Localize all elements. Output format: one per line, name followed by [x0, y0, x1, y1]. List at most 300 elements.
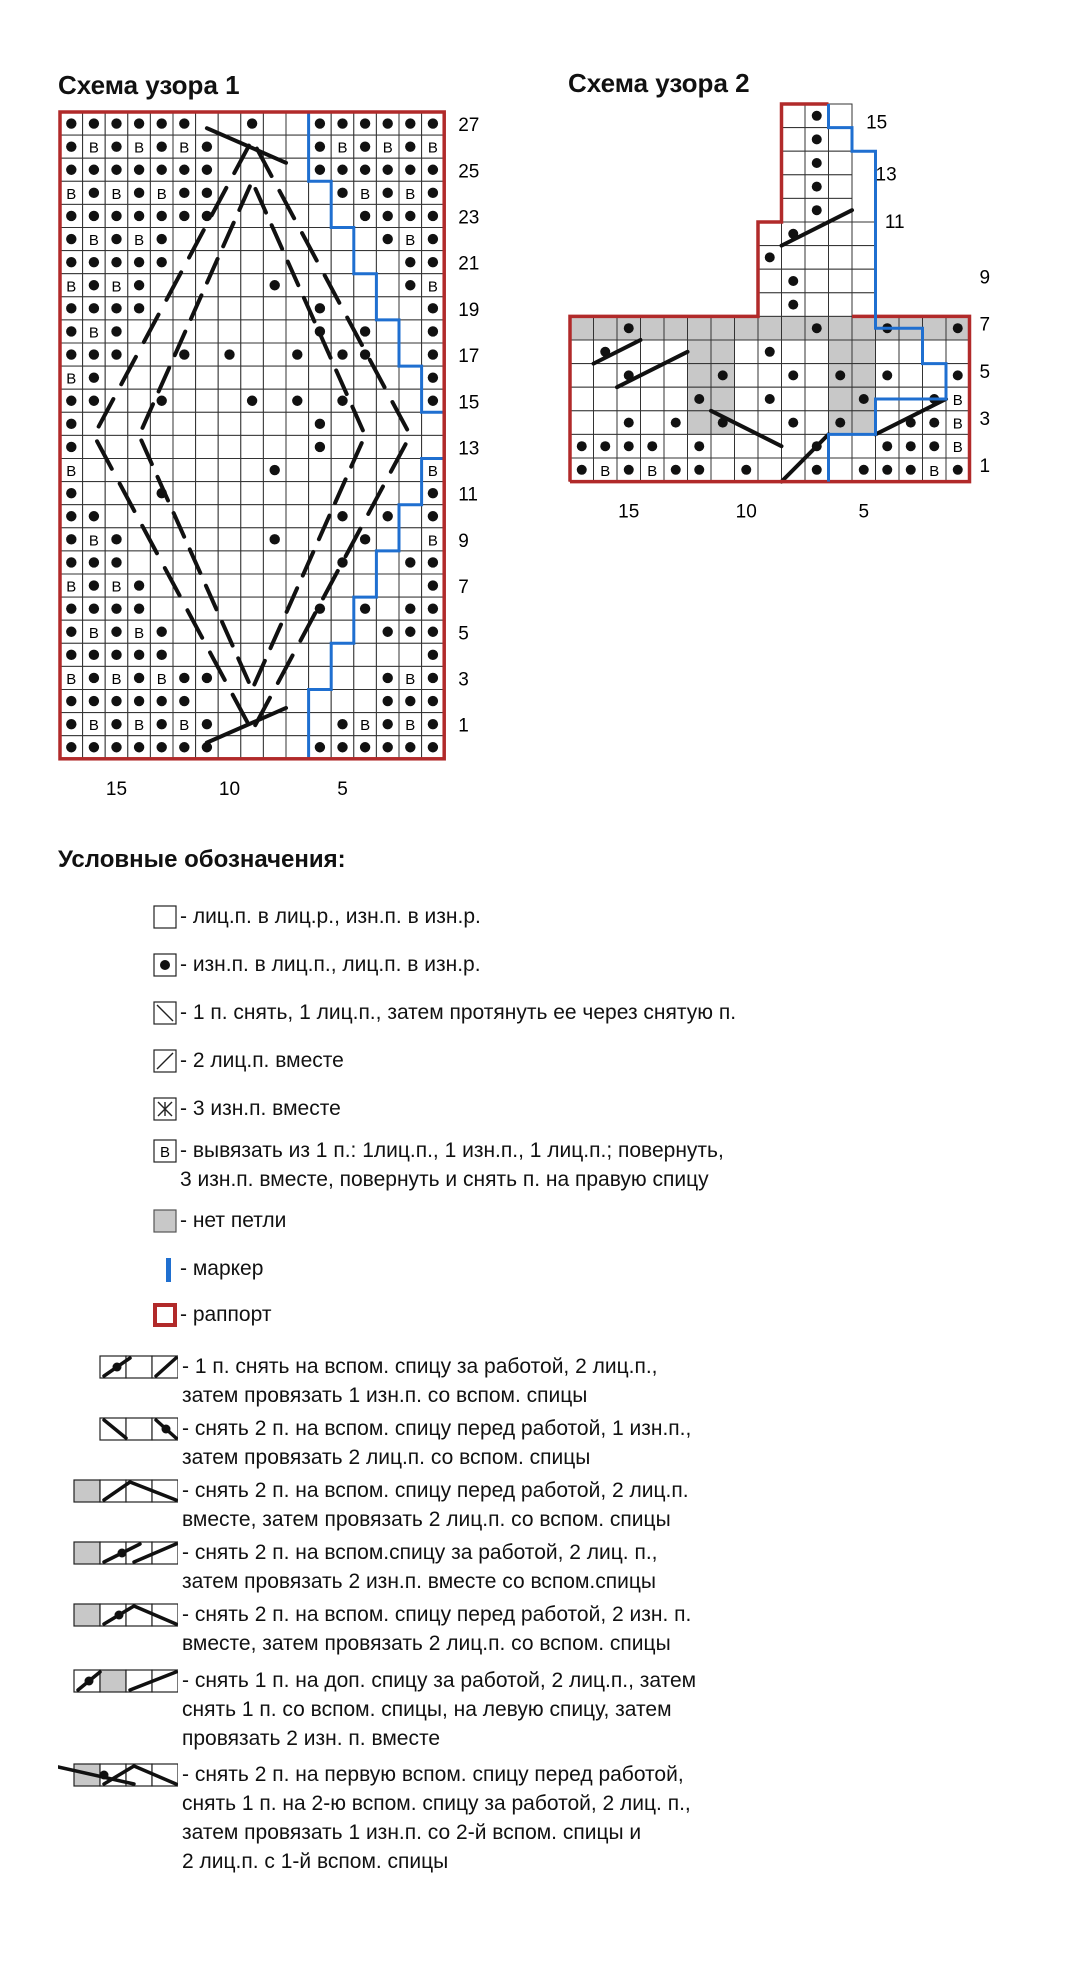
chart1-cell — [354, 228, 377, 251]
chart2-cell — [829, 293, 853, 317]
chart1-cell — [354, 551, 377, 574]
purl-dot — [89, 580, 99, 590]
chart1-row-label: 15 — [458, 392, 480, 414]
chart1-cell — [263, 412, 286, 435]
chart2-cell — [805, 387, 829, 411]
purl-dot — [89, 349, 99, 359]
chart1-cell — [286, 459, 309, 482]
purl-dot — [835, 370, 845, 380]
purl-dot — [157, 719, 167, 729]
purl-dot — [337, 511, 347, 521]
bobble-symbol: B — [179, 139, 190, 157]
legend-line: - 1 п. снять на вспом. спицу за работой, 2 лиц.п., — [182, 1355, 658, 1378]
chart1-cell — [218, 251, 241, 274]
chart1-cell — [263, 297, 286, 320]
legend-line: вместе, затем провязать 2 лиц.п. со вспом. спицы — [182, 1508, 671, 1531]
legend-item-text — [180, 1206, 286, 1235]
purl-dot — [89, 650, 99, 660]
bobble-symbol: B — [66, 670, 77, 688]
purl-dot — [624, 441, 634, 451]
purl-dot — [337, 118, 347, 128]
cable-decrease-front-icon — [58, 1478, 178, 1504]
legend-item-text — [180, 1094, 341, 1123]
chart1-cell — [128, 551, 151, 574]
purl-dot — [157, 627, 167, 637]
purl-dot — [428, 257, 438, 267]
chart1-cell — [376, 597, 399, 620]
purl-dot — [428, 372, 438, 382]
chart2-cell — [829, 128, 853, 152]
purl-dot — [788, 276, 798, 286]
chart2-cell — [711, 387, 735, 411]
dot — [160, 960, 170, 970]
chart1-cell — [241, 597, 264, 620]
chart1-cell — [241, 366, 264, 389]
chart1-cell — [173, 528, 196, 551]
purl-dot — [134, 696, 144, 706]
legend-item-text — [182, 1538, 658, 1596]
purl-dot — [428, 349, 438, 359]
chart1-row-label: 13 — [458, 438, 480, 460]
chart1-row-label: 5 — [458, 623, 469, 645]
purl-dot — [812, 111, 822, 121]
purl-dot — [66, 488, 76, 498]
legend-line: затем провязать 2 изн.п. вместе со вспом.спицы — [182, 1570, 656, 1593]
chart1-cell — [376, 412, 399, 435]
chart1-cell — [376, 274, 399, 297]
chart1-cell — [83, 482, 106, 505]
purl-dot — [179, 696, 189, 706]
legend-item-text — [182, 1600, 691, 1658]
chart2-cell — [641, 411, 665, 435]
chart1-cell — [263, 343, 286, 366]
chart1-cell — [399, 389, 422, 412]
purl-dot — [89, 603, 99, 613]
purl-dot — [577, 441, 587, 451]
purl-dot — [179, 349, 189, 359]
chart1-cell — [331, 412, 354, 435]
chart1-row-label: 19 — [458, 299, 480, 321]
chart1-cell — [309, 666, 332, 689]
purl-dot — [882, 370, 892, 380]
chart1-cell — [241, 690, 264, 713]
bobble-symbol: B — [134, 624, 145, 642]
chart1-col-label: 5 — [337, 778, 348, 800]
chart1-cell — [173, 459, 196, 482]
chart1-cell — [309, 204, 332, 227]
chart1-cell — [263, 482, 286, 505]
bobble-symbol: B — [647, 462, 658, 480]
chart1-cell — [399, 643, 422, 666]
purl-dot — [292, 396, 302, 406]
bobble-symbol: B — [66, 370, 77, 388]
purl-dot — [315, 442, 325, 452]
legend-item-text — [182, 1476, 689, 1534]
chart1-cell — [218, 574, 241, 597]
purl-dot — [134, 742, 144, 752]
bobble-symbol: B — [111, 278, 122, 296]
purl-dot — [624, 465, 634, 475]
purl-dot — [428, 118, 438, 128]
bobble-symbol: B — [111, 578, 122, 596]
purl-dot — [405, 742, 415, 752]
chart1-cell — [286, 666, 309, 689]
chart1-row-label: 3 — [458, 669, 469, 691]
purl-dot — [66, 442, 76, 452]
chart1-cell — [150, 435, 173, 458]
chart1-cell — [376, 643, 399, 666]
chart2-cell — [852, 434, 876, 458]
chart1-cell — [263, 505, 286, 528]
chart1-cell — [196, 459, 219, 482]
purl-dot — [624, 418, 634, 428]
chart1-cell — [218, 736, 241, 759]
chart2-cell — [758, 316, 782, 340]
chart1-cell — [354, 251, 377, 274]
chart1-col-label: 10 — [218, 778, 241, 800]
purl-dot — [89, 557, 99, 567]
purl-dot — [929, 418, 939, 428]
chart2-cell — [570, 387, 594, 411]
purl-dot — [202, 188, 212, 198]
chart1-cell — [399, 528, 422, 551]
purl-dot — [741, 465, 751, 475]
legend-item-text — [180, 902, 481, 931]
chart2-cell — [782, 246, 806, 270]
chart2-cell — [664, 316, 688, 340]
purl-dot — [694, 465, 704, 475]
bobble-symbol: B — [179, 717, 190, 735]
chart1-cell — [399, 297, 422, 320]
chart2-cell — [711, 458, 735, 482]
purl-dot — [624, 323, 634, 333]
chart1-cell — [309, 389, 332, 412]
dot — [85, 1677, 94, 1686]
purl-dot — [270, 534, 280, 544]
purl-dot — [360, 603, 370, 613]
purl-dot — [882, 441, 892, 451]
chart2-cell — [829, 246, 853, 270]
purl-dot — [111, 349, 121, 359]
cell — [74, 1480, 100, 1502]
chart2-cell — [852, 316, 876, 340]
bobble-symbol: B — [134, 232, 145, 250]
purl-dot — [383, 673, 393, 683]
purl-dot — [405, 211, 415, 221]
purl-dot — [157, 141, 167, 151]
bobble-symbol: B — [427, 139, 438, 157]
chart2-cell — [688, 316, 712, 340]
purl-dot — [134, 603, 144, 613]
chart1-cell — [196, 366, 219, 389]
purl-dot — [405, 280, 415, 290]
legend-line: затем провязать 2 лиц.п. со вспом. спицы — [182, 1446, 591, 1469]
purl-dot — [953, 323, 963, 333]
bobble-symbol: B — [134, 717, 145, 735]
purl-dot — [66, 349, 76, 359]
chart1-cell — [354, 643, 377, 666]
chart2-cell — [758, 364, 782, 388]
chart2-cell — [758, 269, 782, 293]
purl-dot — [202, 673, 212, 683]
purl-dot — [111, 557, 121, 567]
bobble-symbol: B — [427, 532, 438, 550]
chart1-cell — [331, 690, 354, 713]
swatch — [154, 1210, 176, 1232]
legend-line: - лиц.п. в лиц.р., изн.п. в изн.р. — [180, 905, 481, 928]
purl-dot — [671, 418, 681, 428]
purl-dot — [405, 557, 415, 567]
chart1-cell — [354, 297, 377, 320]
chart1-cell — [196, 528, 219, 551]
chart2-cell — [735, 387, 759, 411]
bobble-symbol: B — [382, 139, 393, 157]
legend-item-text — [180, 1300, 271, 1329]
chart1-cell — [241, 435, 264, 458]
purl-dot — [383, 234, 393, 244]
purl-dot — [337, 557, 347, 567]
chart1-cell — [83, 459, 106, 482]
chart2-cell — [782, 387, 806, 411]
purl-dot — [66, 257, 76, 267]
purl-dot — [111, 742, 121, 752]
bobble-symbol: B — [111, 185, 122, 203]
chart1-cell — [354, 620, 377, 643]
chart1-cell — [354, 459, 377, 482]
purl-dot — [315, 141, 325, 151]
chart2-cell — [758, 411, 782, 435]
chart1-cell — [422, 435, 445, 458]
legend-line: - снять 2 п. на вспом. спицу перед работой, 1 изн.п., — [182, 1417, 692, 1440]
chart1-cell — [218, 204, 241, 227]
purl-dot — [428, 627, 438, 637]
chart2-cell — [829, 222, 853, 246]
purl-dot — [577, 465, 587, 475]
chart1-cell — [196, 412, 219, 435]
ssk-icon — [152, 1000, 178, 1026]
cell — [74, 1542, 100, 1564]
purl-dot — [66, 165, 76, 175]
purl-dot — [202, 141, 212, 151]
chart1-cell — [150, 412, 173, 435]
chart1-cell — [173, 435, 196, 458]
chart2-row-label: 11 — [884, 211, 905, 233]
chart1-cell — [309, 366, 332, 389]
purl-dot — [812, 182, 822, 192]
legend-line: - нет петли — [180, 1209, 287, 1232]
chart1-cell — [263, 551, 286, 574]
chart2-cell — [805, 411, 829, 435]
purl-dot — [405, 141, 415, 151]
chart1-cell — [286, 112, 309, 135]
purl-dot — [337, 188, 347, 198]
purl-dot — [383, 165, 393, 175]
purl-dot — [134, 303, 144, 313]
bobble-symbol: B — [929, 462, 940, 480]
chart2-cell — [852, 340, 876, 364]
purl-dot — [428, 603, 438, 613]
chart2-cell — [805, 340, 829, 364]
chart1-cell — [263, 366, 286, 389]
bobble-symbol: B — [405, 232, 416, 250]
purl-dot — [812, 205, 822, 215]
purl-dot — [89, 303, 99, 313]
purl-dot — [111, 534, 121, 544]
chart2-cell — [829, 175, 853, 199]
purl-dot — [671, 465, 681, 475]
chart1-cell — [399, 366, 422, 389]
bobble-symbol: B — [111, 670, 122, 688]
chart1-cell — [196, 343, 219, 366]
dot — [118, 1549, 127, 1558]
purl-dot — [111, 141, 121, 151]
chart1-cell — [218, 320, 241, 343]
chart1-cell — [218, 366, 241, 389]
chart1-cell — [173, 366, 196, 389]
legend-line: - раппорт — [180, 1303, 272, 1326]
chart1-cell — [173, 228, 196, 251]
chart2-cell — [688, 364, 712, 388]
chart1-cell — [150, 551, 173, 574]
chart1-cell — [241, 551, 264, 574]
legend-line: - вывязать из 1 п.: 1лиц.п., 1 изн.п., 1 лиц.п.; повернуть, — [180, 1139, 724, 1162]
legend-line: - 1 п. снять, 1 лиц.п., затем протянуть ее через снятую п. — [180, 1001, 737, 1024]
purl-dot — [157, 234, 167, 244]
purl-dot — [788, 300, 798, 310]
chart1-cell — [399, 505, 422, 528]
chart1-cell — [263, 435, 286, 458]
chart2-row-label: 5 — [979, 361, 991, 383]
purl-dot — [66, 696, 76, 706]
bobble-symbol: B — [360, 185, 371, 203]
chart1-cell — [309, 181, 332, 204]
chart1-cell — [331, 228, 354, 251]
chart1-cell — [263, 574, 286, 597]
purl-dot — [953, 465, 963, 475]
chart1-cell — [105, 435, 128, 458]
purl-dot — [111, 627, 121, 637]
purl-dot — [134, 257, 144, 267]
chart1-cell — [241, 505, 264, 528]
chart1-cell — [399, 482, 422, 505]
chart1-cell — [218, 643, 241, 666]
purl-dot — [383, 719, 393, 729]
chart1-cell — [399, 574, 422, 597]
purl-dot — [66, 326, 76, 336]
swatch — [154, 906, 176, 928]
legend-line: провязать 2 изн. п. вместе — [182, 1727, 441, 1750]
chart1-cell — [399, 459, 422, 482]
purl-dot — [66, 627, 76, 637]
repeat-icon — [152, 1302, 178, 1328]
purl-dot — [111, 326, 121, 336]
chart2-cell — [594, 316, 618, 340]
legend-item-text — [180, 1136, 724, 1194]
purl-dot — [428, 165, 438, 175]
chart1-row-label: 11 — [458, 484, 478, 506]
purl-icon — [152, 952, 178, 978]
cable-3way-icon — [58, 1762, 178, 1788]
purl-dot — [179, 673, 189, 683]
purl-dot — [134, 650, 144, 660]
purl-dot — [315, 742, 325, 752]
chart1-cell — [218, 597, 241, 620]
purl-dot — [337, 165, 347, 175]
chart1-cell — [331, 666, 354, 689]
bobble-symbol: B — [952, 415, 963, 433]
chart1-cell — [376, 343, 399, 366]
chart1-row-label: 21 — [458, 253, 480, 275]
chart1-cell — [196, 482, 219, 505]
purl-dot — [765, 347, 775, 357]
chart2-col-label: 5 — [858, 501, 870, 523]
purl-dot — [66, 118, 76, 128]
purl-dot — [337, 719, 347, 729]
chart1-cell — [218, 297, 241, 320]
purl-dot — [157, 742, 167, 752]
purl-dot — [428, 650, 438, 660]
purl-dot — [383, 742, 393, 752]
chart1-cell — [263, 736, 286, 759]
chart2-cell — [829, 340, 853, 364]
purl-dot — [66, 719, 76, 729]
chart1-cell — [286, 135, 309, 158]
chart1-cell — [376, 574, 399, 597]
bobble-symbol: B — [88, 624, 99, 642]
purl-dot — [315, 303, 325, 313]
chart2-cell — [641, 340, 665, 364]
chart1-cell — [150, 297, 173, 320]
purl-dot — [134, 580, 144, 590]
chart1-cell — [309, 713, 332, 736]
chart2-cell — [805, 246, 829, 270]
chart2-cell — [852, 411, 876, 435]
purl-dot — [694, 394, 704, 404]
chart2-cell — [782, 104, 806, 128]
chart2-cell — [711, 340, 735, 364]
purl-dot — [383, 211, 393, 221]
purl-dot — [812, 134, 822, 144]
chart1-cell — [263, 204, 286, 227]
chart1-cell — [286, 690, 309, 713]
chart2-row-label: 1 — [979, 456, 991, 478]
chart1-cell — [218, 551, 241, 574]
purl-dot — [906, 465, 916, 475]
legend-line: снять 1 п. со вспом. спицы, на левую спицу, затем — [182, 1698, 672, 1721]
purl-dot — [405, 165, 415, 175]
chart1-cell — [241, 158, 264, 181]
purl-dot — [66, 534, 76, 544]
chart2-cell — [782, 434, 806, 458]
chart1-cell — [286, 505, 309, 528]
chart2-cell — [711, 434, 735, 458]
chart1-cell — [218, 459, 241, 482]
purl-dot — [405, 603, 415, 613]
chart1-row-label: 7 — [458, 577, 469, 599]
bobble-symbol: B — [88, 532, 99, 550]
purl-dot — [812, 158, 822, 168]
chart2-cell — [711, 316, 735, 340]
purl-dot — [882, 465, 892, 475]
purl-dot — [812, 465, 822, 475]
cable-decrease-back-icon — [58, 1540, 178, 1566]
chart1-cell — [354, 274, 377, 297]
purl-dot — [157, 165, 167, 175]
purl-dot — [111, 303, 121, 313]
bobble-symbol: B — [360, 717, 371, 735]
bobble-symbol: B — [134, 139, 145, 157]
swatch — [166, 1258, 171, 1282]
